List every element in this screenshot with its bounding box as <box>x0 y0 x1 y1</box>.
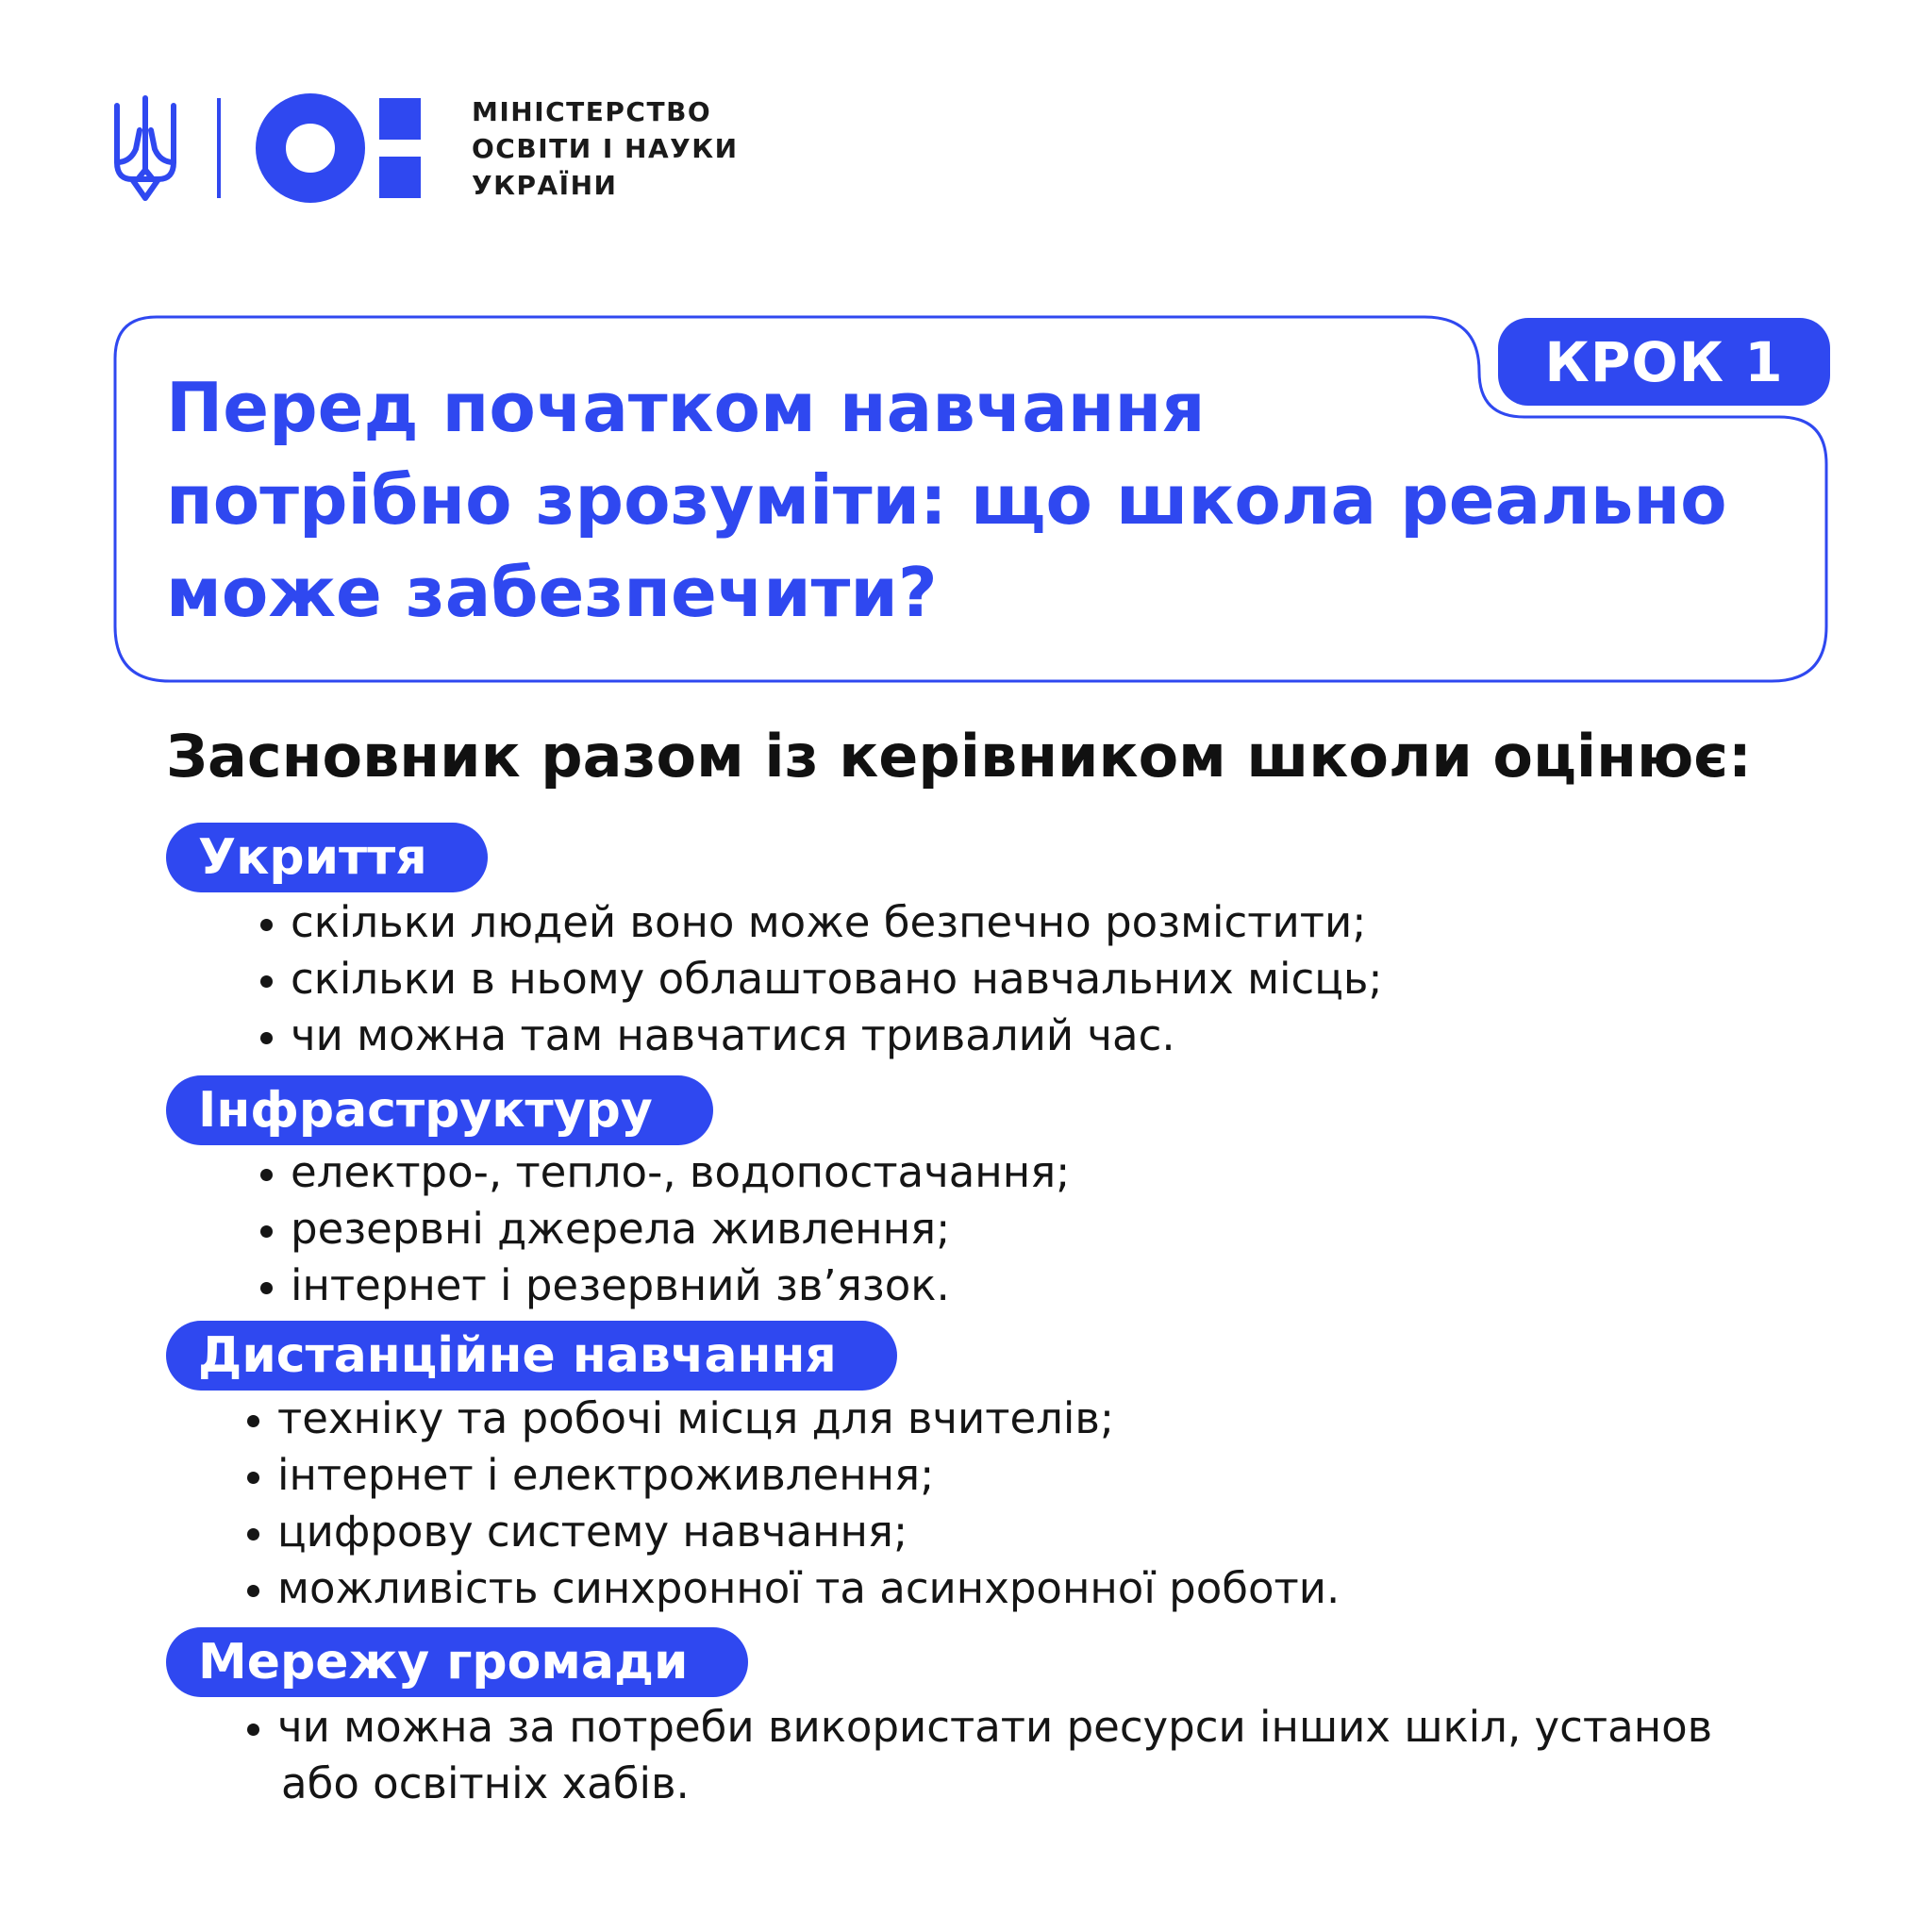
list-item: можливість синхронної та асинхронної роботи. <box>243 1560 1340 1617</box>
list-item: скільки в ньому облаштовано навчальних місць; <box>257 951 1383 1008</box>
list-item: техніку та робочі місця для вчителів; <box>243 1391 1340 1447</box>
card-title-line: Перед початком навчання <box>166 368 1206 447</box>
category-pill-community-network: Мережу громади <box>166 1627 748 1697</box>
category-list-community-network <box>243 1699 1712 1812</box>
list-item: скільки людей воно може безпечно розмістити; <box>257 894 1383 951</box>
list-item: чи можна за потреби використати ресурси інших шкіл, установ <box>243 1699 1712 1756</box>
ministry-name-line: ОСВІТИ І НАУКИ <box>472 132 739 164</box>
list-item: цифрову систему навчання; <box>243 1504 1340 1560</box>
list-item: резервні джерела живлення; <box>257 1201 1070 1257</box>
ministry-name-line: МІНІСТЕРСТВО <box>472 95 712 127</box>
category-pill-distance-learning: Дистанційне навчання <box>166 1321 897 1391</box>
card-title-line: потрібно зрозуміти: що школа реально <box>166 460 1727 540</box>
ministry-name <box>472 93 739 204</box>
category-pill-shelter: Укриття <box>166 823 488 892</box>
list-item: або освітніх хабів. <box>281 1758 690 1808</box>
list-item: інтернет і електроживлення; <box>243 1447 1340 1504</box>
category-list-distance-learning <box>243 1391 1340 1617</box>
category-list-infrastructure <box>257 1144 1070 1314</box>
ministry-logo <box>111 92 739 204</box>
card-title-line: може забезпечити? <box>166 553 938 632</box>
logo-divider <box>217 98 221 198</box>
card-title <box>166 361 1826 639</box>
list-item: електро-, тепло-, водопостачання; <box>257 1144 1070 1201</box>
category-pill-infrastructure: Інфраструктуру <box>166 1075 713 1145</box>
step-badge: КРОК 1 <box>1498 318 1830 406</box>
trident-icon <box>111 92 179 204</box>
list-item: інтернет і резервний зв’язок. <box>257 1257 1070 1314</box>
list-item: чи можна там навчатися тривалий час. <box>257 1008 1383 1064</box>
ministry-logo-icon <box>255 92 423 204</box>
section-heading: Засновник разом із керівником школи оцінює: <box>166 722 1752 791</box>
ministry-name-line: УКРАЇНИ <box>472 169 618 201</box>
category-list-shelter <box>257 894 1383 1064</box>
